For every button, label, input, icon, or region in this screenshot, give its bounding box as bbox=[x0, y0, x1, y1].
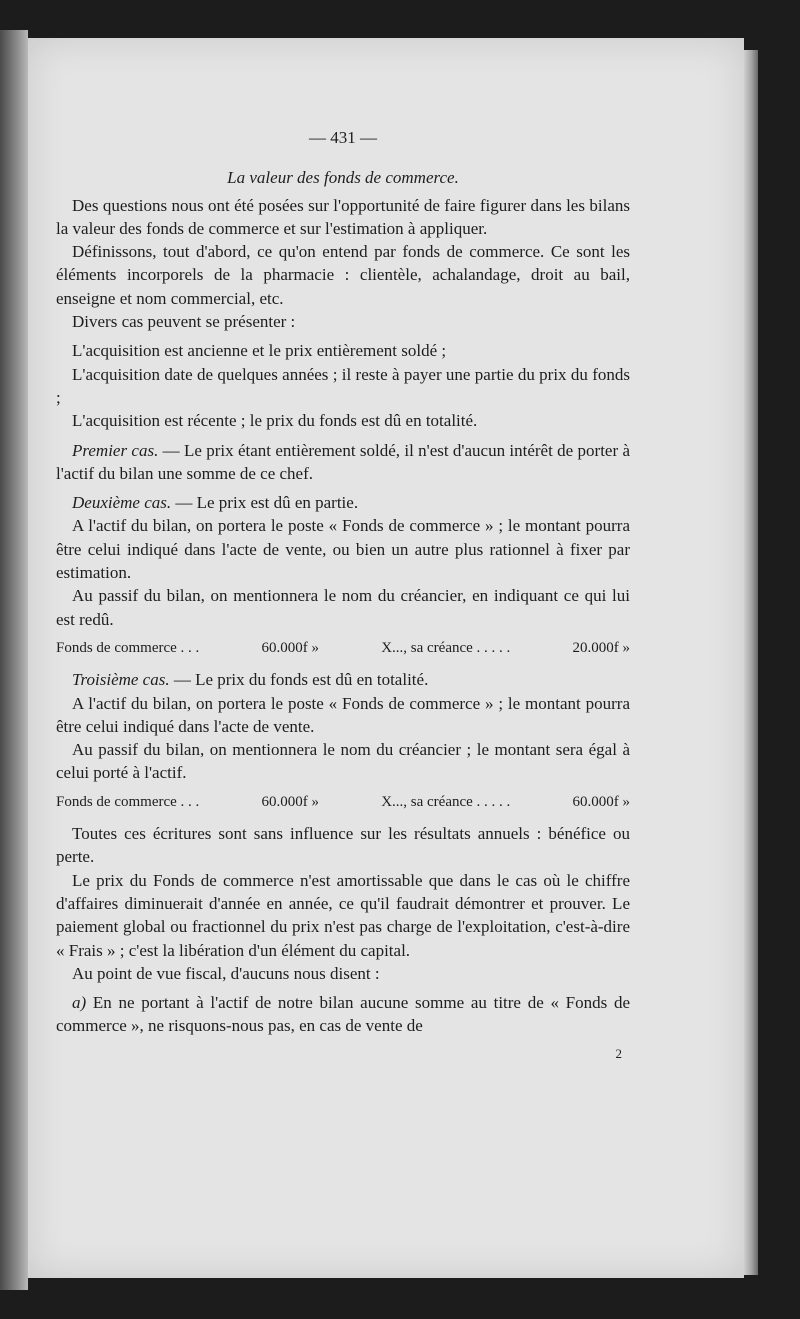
paragraph: L'acquisition est récente ; le prix du fonds est dû en totalité. bbox=[72, 411, 478, 431]
section-title: La valeur des fonds de commerce. bbox=[227, 168, 459, 188]
paragraph: Au passif du bilan, on mentionnera le nom du créancier, en indiquant ce qui lui est redû. bbox=[56, 586, 630, 629]
paragraph: Des questions nous ont été posées sur l'opportunité de faire figurer dans les bilans la valeur des fonds de commerce et sur l'estimation à appliquer. bbox=[56, 195, 630, 238]
case-text: — Le prix étant entièrement soldé, il n'est d'aucun intérêt de porter à l'actif du bilan une somme de ce chef. bbox=[56, 440, 630, 483]
paragraph: Le prix du Fonds de commerce n'est amortissable que dans le cas où le chiffre d'affaires diminuerait d'année en année, ce qu'il faudrait démontrer et prouver. Le paiement global ou fractionnel du prix n'est pas charge de l'exploitation, c'est-à-dire « Frais » ; c'est la libération d'un élément du capital. bbox=[56, 870, 630, 960]
ledger-line bbox=[56, 637, 630, 660]
paragraph: A l'actif du bilan, on portera le poste « Fonds de commerce » ; le montant pourra être celui indiqué dans l'acte de vente. bbox=[56, 693, 630, 736]
case-paragraph bbox=[56, 668, 630, 691]
case-label: Premier cas. bbox=[72, 440, 159, 460]
list-item-a bbox=[56, 991, 630, 1038]
page-content bbox=[56, 126, 630, 1065]
paragraph: Au point de vue fiscal, d'aucuns nous disent : bbox=[72, 963, 380, 983]
ledger-left-label: Fonds de commerce . . . bbox=[56, 639, 200, 656]
paragraph: A l'actif du bilan, on portera le poste « Fonds de commerce » ; le montant pourra être celui indiqué dans l'acte de vente, ou bien un autre plus rationnel à fixer par estimation. bbox=[56, 516, 630, 583]
case-paragraph bbox=[56, 491, 630, 514]
paragraph: L'acquisition date de quelques années ; il reste à payer une partie du prix du fonds ; bbox=[56, 364, 630, 407]
ledger-right-amount: 60.000f » bbox=[572, 793, 630, 810]
book-page bbox=[28, 38, 744, 1278]
list-item-text: En ne portant à l'actif de notre bilan aucune somme au titre de « Fonds de commerce », ne risquons-nous pas, en cas de vente de bbox=[56, 993, 630, 1036]
paragraph: Au passif du bilan, on mentionnera le nom du créancier ; le montant sera égal à celui porté à l'actif. bbox=[56, 740, 630, 783]
ledger-right-label: X..., sa créance . . . . . bbox=[381, 793, 511, 810]
paragraph: Toutes ces écritures sont sans influence sur les résultats annuels : bénéfice ou perte. bbox=[56, 824, 630, 867]
case-text: — Le prix est dû en partie. bbox=[171, 493, 359, 513]
ledger-right-label: X..., sa créance . . . . . bbox=[381, 639, 511, 656]
ledger-left-label: Fonds de commerce . . . bbox=[56, 793, 200, 810]
ledger-left-amount: 60.000f » bbox=[261, 639, 319, 656]
paragraph: Définissons, tout d'abord, ce qu'on entend par fonds de commerce. Ce sont les éléments incorporels de la pharmacie : clientèle, achalandage, droit au bail, enseigne et nom commercial, etc. bbox=[56, 242, 630, 308]
book-binding-edge bbox=[0, 30, 28, 1290]
case-label: Deuxième cas. bbox=[72, 493, 172, 513]
signature-mark: 2 bbox=[615, 1045, 622, 1061]
case-label: Troisième cas. bbox=[72, 670, 170, 690]
case-text: — Le prix du fonds est dû en totalité. bbox=[169, 670, 429, 690]
ledger-right-amount: 20.000f » bbox=[572, 639, 630, 656]
ledger-line bbox=[56, 791, 630, 814]
paragraph: Divers cas peuvent se présenter : bbox=[72, 312, 296, 332]
list-marker: a) bbox=[72, 993, 87, 1013]
page-number: — 431 — bbox=[309, 128, 377, 147]
page-stack-edge bbox=[744, 50, 758, 1275]
case-paragraph bbox=[56, 439, 630, 486]
paragraph: L'acquisition est ancienne et le prix entièrement soldé ; bbox=[72, 341, 447, 361]
ledger-left-amount: 60.000f » bbox=[261, 793, 319, 810]
